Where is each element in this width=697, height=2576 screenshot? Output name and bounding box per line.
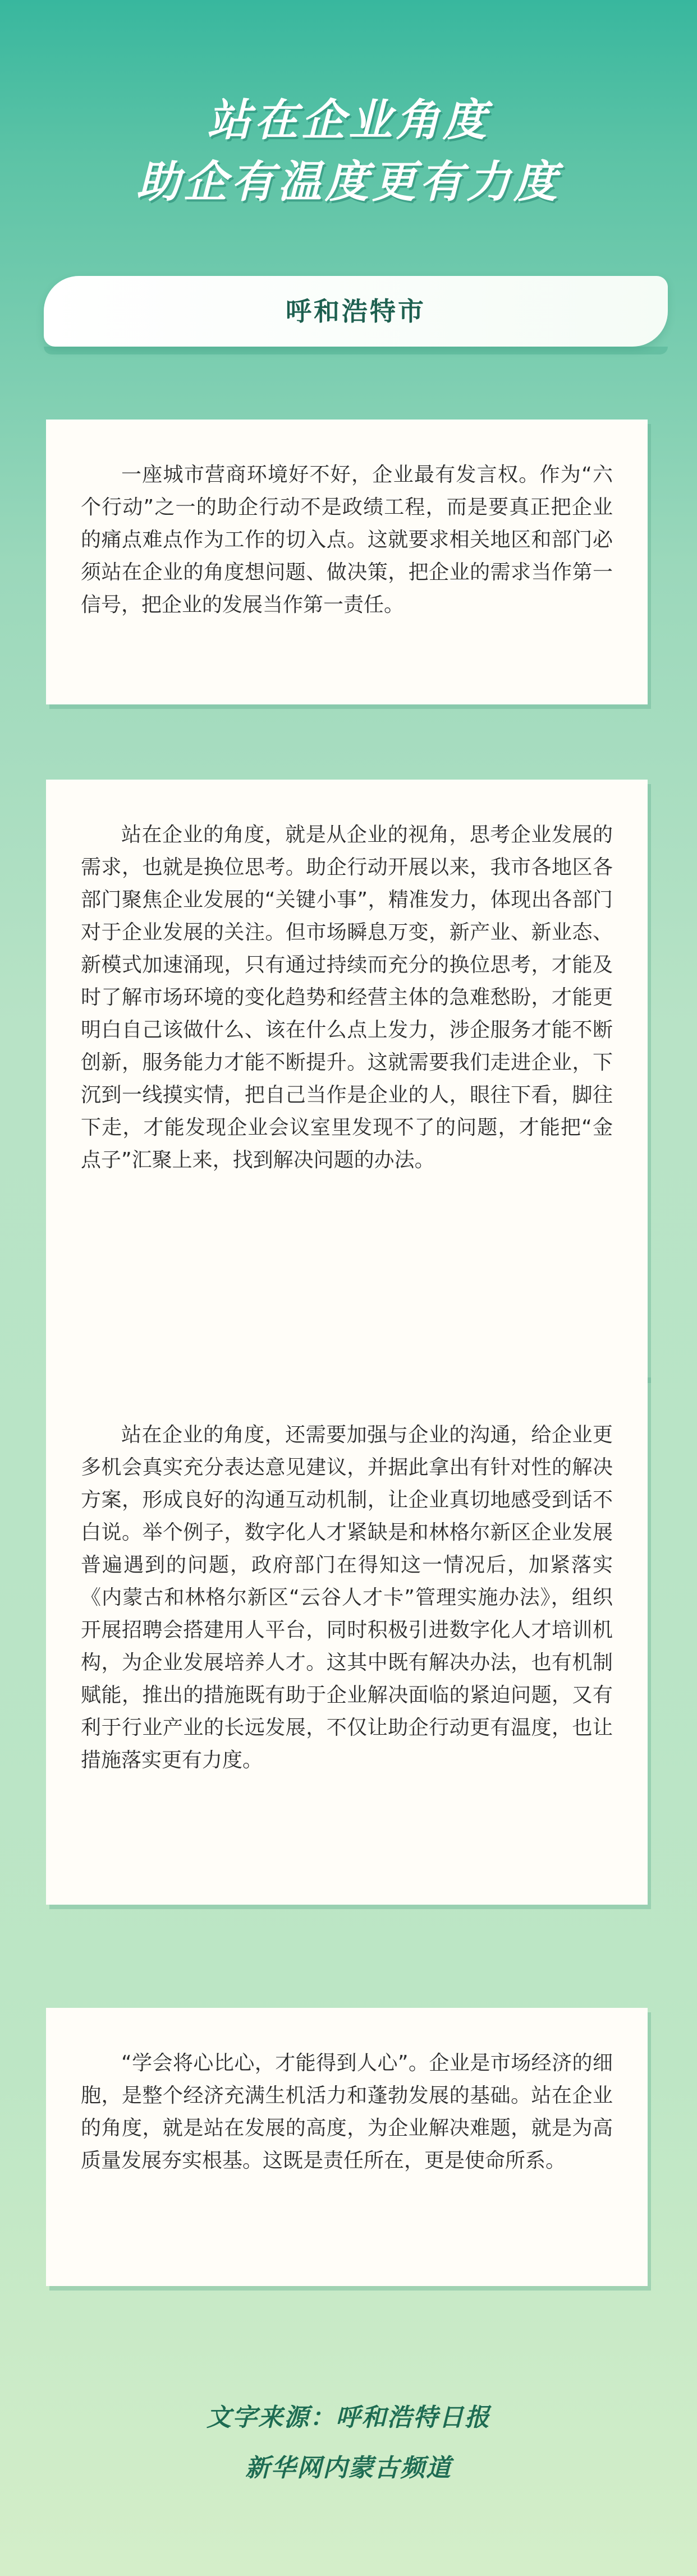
paragraph-card-3 bbox=[46, 1373, 648, 1905]
source-credit bbox=[0, 2393, 697, 2494]
city-label: 呼和浩特市 bbox=[286, 296, 426, 326]
source-line-1: 文字来源：呼和浩特日报 bbox=[207, 2403, 490, 2432]
paragraph-card-1 bbox=[46, 420, 648, 704]
title-line-1: 站在企业角度 bbox=[207, 95, 490, 146]
paragraph-card-2 bbox=[46, 780, 648, 1379]
paragraph-card-4 bbox=[46, 2008, 648, 2286]
source-line-2: 新华网内蒙古频道 bbox=[245, 2454, 452, 2482]
city-tab bbox=[44, 276, 668, 347]
paragraph-text-4: “学会将心比心，才能得到人心”。企业是市场经济的细胞，是整个经济充满生机活力和蓬勃发展的基础。站在企业的角度，就是站在发展的高度，为企业解决难题，就是为高质量发展夯实根基。这既是责任所在，更是使命所系。 bbox=[81, 2052, 613, 2172]
paragraph-text-3: 站在企业的角度，还需要加强与企业的沟通，给企业更多机会真实充分表达意见建议，并据此拿出有针对性的解决方案，形成良好的沟通互动机制，让企业真切地感受到话不白说。举个例子，数字化人才紧缺是和林格尔新区企业发展普遍遇到的问题，政府部门在得知这一情况后，加紧落实《内蒙古和林格尔新区“云谷人才卡”管理实施办法》，组织开展招聘会搭建用人平台，同时积极引进数字化人才培训机构，为企业发展培养人才。这其中既有解决办法，也有机制赋能，推出的措施既有助于企业解决面临的紧迫问题，又有利于行业产业的长远发展，不仅让助企行动更有温度，也让措施落实更有力度。 bbox=[81, 1423, 613, 1772]
page-title bbox=[0, 90, 697, 213]
title-line-2: 助企有温度更有力度 bbox=[136, 157, 561, 208]
paragraph-text-2: 站在企业的角度，就是从企业的视角，思考企业发展的需求，也就是换位思考。助企行动开展以来，我市各地区各部门聚焦企业发展的“关键小事”，精准发力，体现出各部门对于企业发展的关注。但市场瞬息万变，新产业、新业态、新模式加速涌现，只有通过持续而充分的换位思考，才能及时了解市场环境的变化趋势和经营主体的急难愁盼，才能更明白自己该做什么、该在什么点上发力，涉企服务才能不断创新，服务能力才能不断提升。这就需要我们走进企业，下沉到一线摸实情，把自己当作是企业的人，眼往下看，脚往下走，才能发现企业会议室里发现不了的问题，才能把“金点子”汇聚上来，找到解决问题的办法。 bbox=[81, 823, 613, 1172]
paragraph-text-1: 一座城市营商环境好不好，企业最有发言权。作为“六个行动”之一的助企行动不是政绩工程，而是要真正把企业的痛点难点作为工作的切入点。这就要求相关地区和部门必须站在企业的角度想问题、做决策，把企业的需求当作第一信号，把企业的发展当作第一责任。 bbox=[81, 463, 613, 616]
